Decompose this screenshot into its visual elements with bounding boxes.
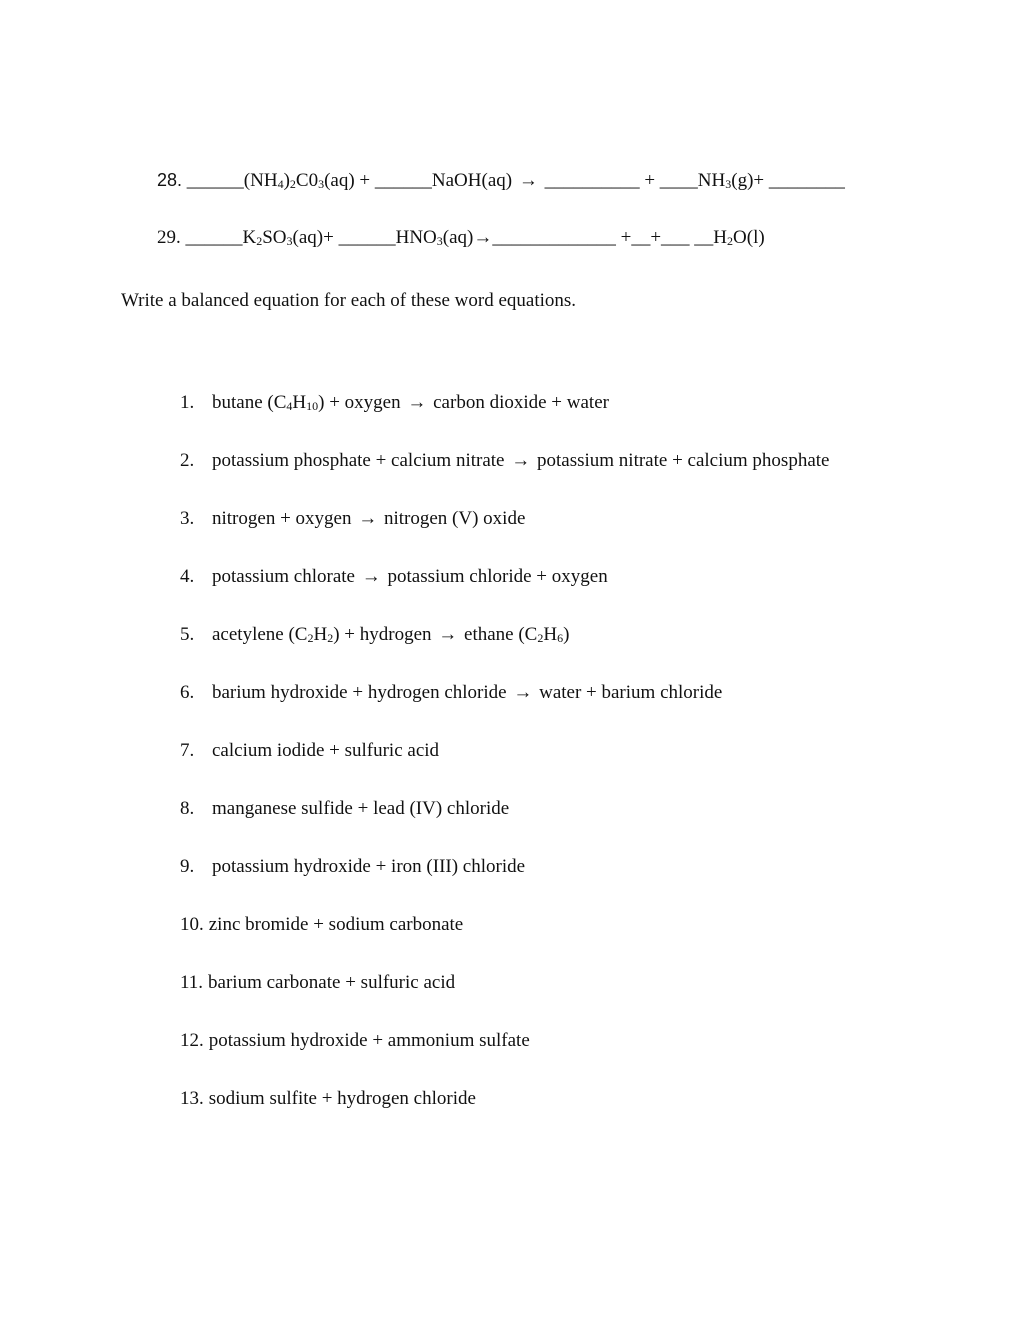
item-text: H (543, 624, 558, 645)
item-text: manganese sulfide + lead (IV) chloride (212, 798, 510, 819)
list-item (180, 507, 525, 531)
coefficient-blank: ______ (185, 227, 243, 248)
item-text: ) + hydrogen (333, 624, 437, 645)
list-number: 12. (180, 1030, 204, 1051)
equation-number: 28. (157, 170, 183, 190)
list-item (180, 739, 439, 763)
arrow-right-icon: → (361, 566, 381, 587)
arrow-right-icon: → (358, 508, 378, 529)
list-item (180, 971, 455, 995)
equation-number: 29. (157, 227, 186, 248)
item-text: zinc bromide + sodium carbonate (208, 914, 464, 935)
list-number: 5. (180, 624, 195, 645)
subscript: 2 (256, 234, 263, 248)
reactant-text: ) (283, 170, 290, 191)
subscript: 2 (727, 234, 734, 248)
item-text: ethane (C (459, 624, 538, 645)
list-number: 11. (180, 972, 204, 993)
arrow-right-icon: → (518, 170, 538, 191)
subscript: 3 (725, 177, 732, 191)
instruction-text: Write a balanced equation for each of these word equations. (121, 290, 577, 311)
reactant-text: C0 (295, 170, 319, 191)
equation-29 (157, 226, 765, 250)
list-item (180, 449, 829, 473)
reactant-text: (aq) + (324, 170, 375, 191)
reactant-text: (aq) (442, 227, 474, 248)
subscript: 3 (318, 177, 325, 191)
item-text: nitrogen (V) oxide (379, 508, 526, 529)
subscript: 4 (286, 399, 293, 413)
item-text: sodium sulfite + hydrogen chloride (208, 1088, 476, 1109)
list-item (180, 623, 569, 647)
item-text: ) (563, 624, 570, 645)
coefficient-blank: ______ (338, 227, 396, 248)
item-text: potassium hydroxide + iron (III) chloride (212, 856, 526, 877)
subscript: 10 (306, 399, 319, 413)
subscript: 4 (277, 177, 284, 191)
list-item (180, 1029, 530, 1053)
subscript: 2 (537, 631, 544, 645)
subscript: 2 (289, 177, 296, 191)
arrow-right-icon: → (438, 624, 458, 645)
item-text: potassium phosphate + calcium nitrate (212, 450, 510, 471)
list-item (180, 797, 509, 821)
item-text: carbon dioxide + water (428, 392, 609, 413)
list-number: 7. (180, 740, 195, 761)
subscript: 6 (557, 631, 564, 645)
item-text: water + barium chloride (534, 682, 723, 703)
list-number: 10. (180, 914, 204, 935)
reactant-text: NaOH(aq) (431, 170, 517, 191)
list-number: 2. (180, 450, 195, 471)
list-item (180, 565, 608, 589)
item-text: calcium iodide + sulfuric acid (212, 740, 440, 761)
reactant-text: SO (262, 227, 287, 248)
arrow-right-icon: → (473, 227, 493, 248)
item-text: ) + oxygen (318, 392, 406, 413)
product-text: H (713, 227, 728, 248)
item-text: acetylene (C (212, 624, 308, 645)
coefficient-blank: ______ (186, 170, 244, 191)
item-text: potassium chloride + oxygen (382, 566, 608, 587)
item-text: nitrogen + oxygen (212, 508, 357, 529)
list-number: 13. (180, 1088, 204, 1109)
list-item (180, 913, 463, 937)
list-number: 8. (180, 798, 195, 819)
list-item (180, 391, 609, 415)
item-text: H (292, 392, 307, 413)
list-number: 4. (180, 566, 195, 587)
item-text: butane (C (212, 392, 287, 413)
list-number: 6. (180, 682, 195, 703)
subscript: 3 (436, 234, 443, 248)
item-text: barium carbonate + sulfuric acid (208, 972, 456, 993)
equation-28 (157, 168, 845, 193)
product-blank: _____________ +__+___ __ (492, 227, 714, 248)
subscript: 3 (286, 234, 293, 248)
item-text: H (313, 624, 328, 645)
reactant-text: HNO (395, 227, 437, 248)
item-text: potassium nitrate + calcium phosphate (532, 450, 830, 471)
list-number: 3. (180, 508, 195, 529)
list-item (180, 1087, 476, 1111)
arrow-right-icon: → (511, 450, 531, 471)
arrow-right-icon: → (407, 392, 427, 413)
item-text: barium hydroxide + hydrogen chloride (212, 682, 512, 703)
item-text: potassium chlorate (212, 566, 360, 587)
product-blank: __________ + ____ (539, 170, 698, 191)
subscript: 2 (327, 631, 334, 645)
reactant-text: (NH (243, 170, 278, 191)
item-text: potassium hydroxide + ammonium sulfate (208, 1030, 530, 1051)
arrow-right-icon: → (513, 682, 533, 703)
list-number: 9. (180, 856, 195, 877)
product-text: (g)+ ________ (731, 170, 845, 191)
list-item (180, 855, 525, 879)
subscript: 2 (307, 631, 314, 645)
reactant-text: (aq)+ (292, 227, 339, 248)
product-text: O(l) (733, 227, 765, 248)
coefficient-blank: ______ (374, 170, 432, 191)
list-item (180, 681, 722, 705)
product-text: NH (697, 170, 726, 191)
reactant-text: K (242, 227, 257, 248)
list-number: 1. (180, 392, 195, 413)
